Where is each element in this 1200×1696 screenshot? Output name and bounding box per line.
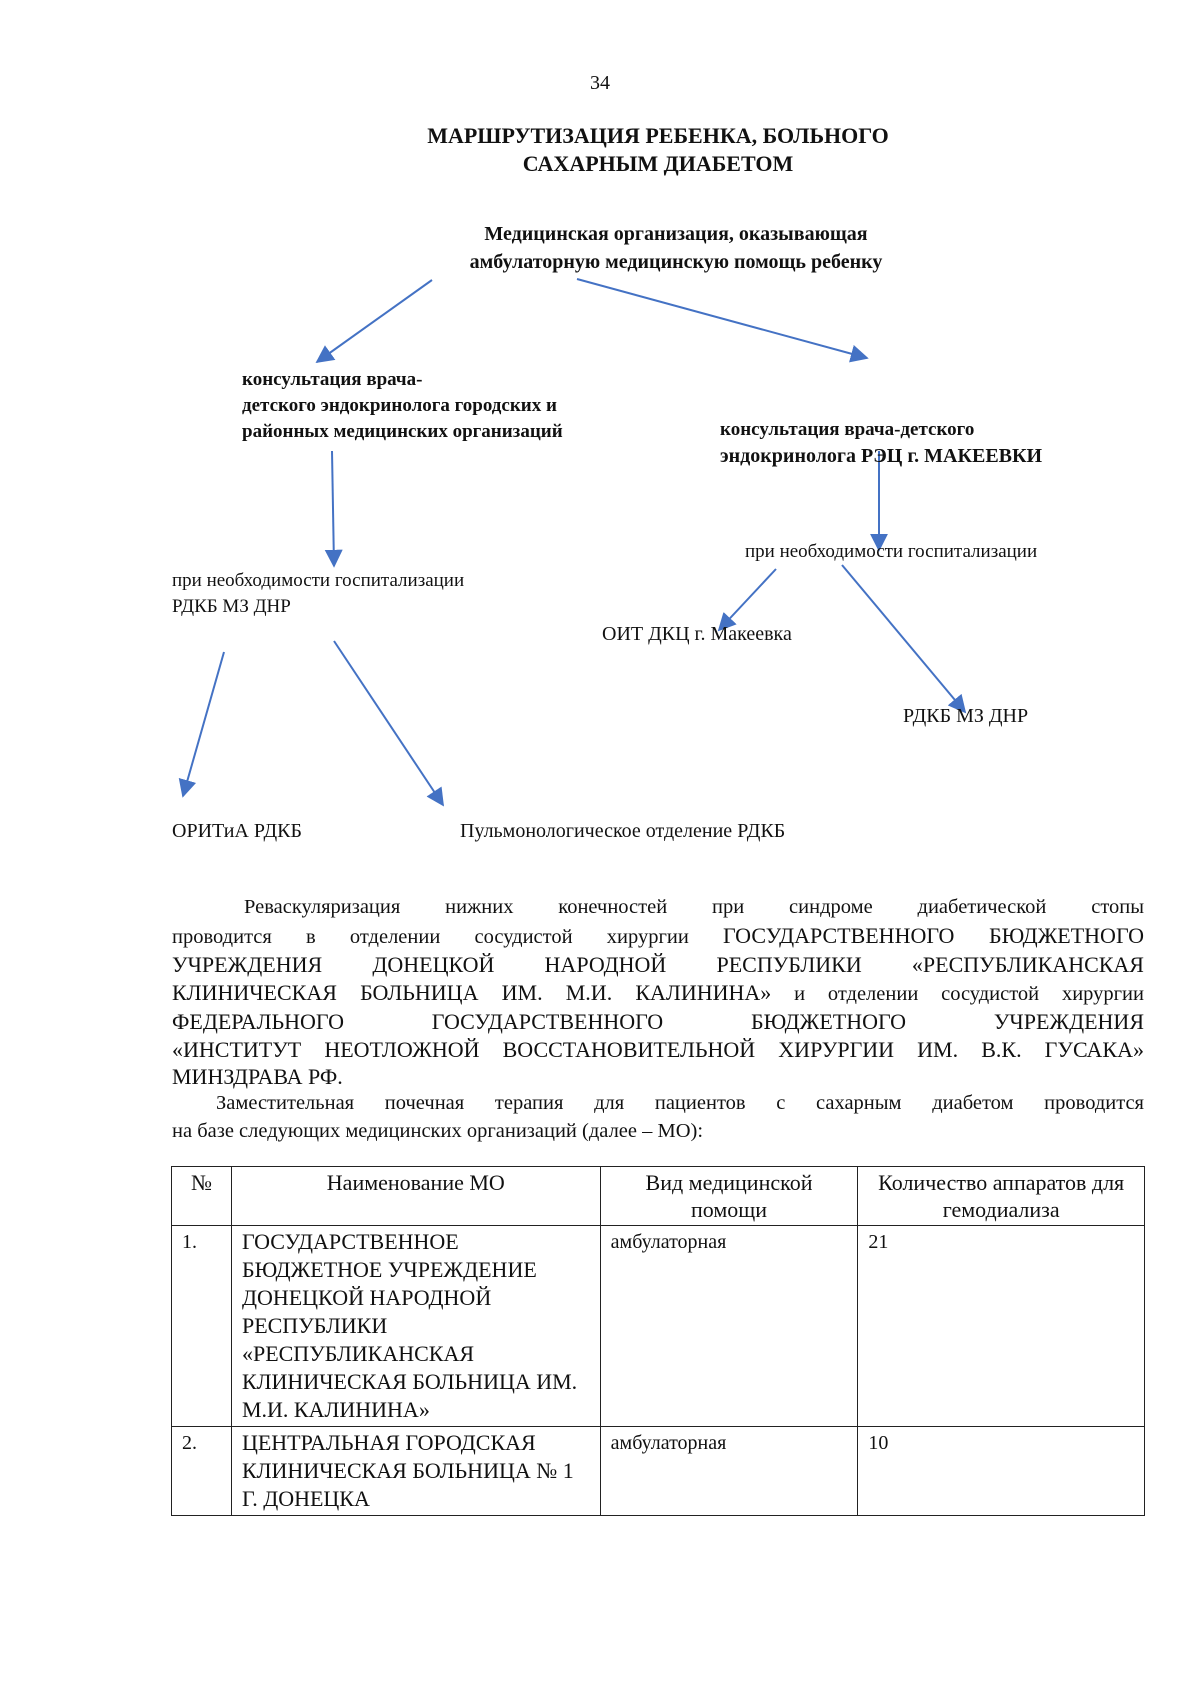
row-num: 1.	[172, 1226, 232, 1427]
arrow-root-to-right	[577, 279, 867, 358]
row-count: 10	[858, 1427, 1145, 1516]
row-name: ЦЕНТРАЛЬНАЯ ГОРОДСКАЯ КЛИНИЧЕСКАЯ БОЛЬНИЦА № 1 Г. ДОНЕЦКА	[231, 1427, 600, 1516]
para1-line3: УЧРЕЖДЕНИЯ ДОНЕЦКОЙ НАРОДНОЙ РЕСПУБЛИКИ «РЕСПУБЛИКАНСКАЯ	[172, 952, 1144, 977]
row-count: 21	[858, 1226, 1145, 1427]
para1-line1: Реваскуляризация нижних конечностей при синдроме диабетической стопы	[244, 896, 1144, 918]
para1-line4: КЛИНИЧЕСКАЯ БОЛЬНИЦА ИМ. М.И. КАЛИНИНА» и отделении сосудистой хирургии	[172, 979, 1144, 1005]
title-line-1: МАРШРУТИЗАЦИЯ РЕБЕНКА, БОЛЬНОГО	[427, 123, 889, 148]
row-type: амбулаторная	[600, 1427, 858, 1516]
mo-table	[171, 1166, 1145, 1516]
arrow-to-oritia	[183, 652, 224, 796]
right-hosp-node: при необходимости госпитализации	[745, 541, 1038, 562]
row-name: ГОСУДАРСТВЕННОЕ БЮДЖЕТНОЕ УЧРЕЖДЕНИЕ ДОНЕЦКОЙ НАРОДНОЙ РЕСПУБЛИКИ «РЕСПУБЛИКАНСКАЯ КЛИНИЧЕСКАЯ БОЛЬНИЦА ИМ. М.И. КАЛИНИНА»	[231, 1226, 600, 1427]
header-num: №	[172, 1167, 232, 1226]
para1-line7: МИНЗДРАВА РФ.	[172, 1064, 343, 1089]
header-type: Вид медицинской помощи	[600, 1167, 858, 1226]
row-type: амбулаторная	[600, 1226, 858, 1427]
para2-line2: на базе следующих медицинских организаций (далее – МО):	[172, 1119, 704, 1142]
left-hosp-node: при необходимости госпитализации РДКБ МЗ ДНР	[172, 570, 465, 617]
table-row	[172, 1226, 1145, 1427]
pulmo-node: Пульмонологическое отделение РДКБ	[460, 820, 786, 842]
title-line-2: САХАРНЫМ ДИАБЕТОМ	[522, 151, 794, 176]
arrow-to-pulmo	[334, 641, 443, 805]
para1-line2: проводится в отделении сосудистой хирургии ГОСУДАРСТВЕННОГО БЮДЖЕТНОГО	[172, 922, 1144, 948]
table-header-row	[172, 1167, 1145, 1226]
arrow-to-rdkb	[842, 565, 965, 712]
page-number: 34	[590, 72, 610, 94]
root-node: Медицинская организация, оказывающая амбулаторную медицинскую помощь ребенку	[469, 223, 883, 273]
header-count: Количество аппаратов для гемодиализа	[858, 1167, 1145, 1226]
arrow-left-consult-down	[332, 451, 334, 566]
arrow-root-to-left	[317, 280, 432, 362]
rdkb-node: РДКБ МЗ ДНР	[903, 705, 1029, 727]
paragraph-revascularization	[172, 894, 1144, 1091]
paragraph-dialysis	[172, 1090, 1144, 1145]
oit-node: ОИТ ДКЦ г. Макеевка	[602, 623, 792, 645]
table-row	[172, 1427, 1145, 1516]
right-consult-node: консультация врача-детского эндокринолога РЭЦ г. МАКЕЕВКИ	[720, 419, 1043, 467]
oritia-node: ОРИТиА РДКБ	[172, 820, 302, 842]
para1-line5: ФЕДЕРАЛЬНОГО ГОСУДАРСТВЕННОГО БЮДЖЕТНОГО УЧРЕЖДЕНИЯ	[172, 1009, 1144, 1034]
header-name: Наименование МО	[231, 1167, 600, 1226]
para1-line6: «ИНСТИТУТ НЕОТЛОЖНОЙ ВОССТАНОВИТЕЛЬНОЙ ХИРУРГИИ ИМ. В.К. ГУСАКА»	[172, 1036, 1144, 1062]
para2-line1: Заместительная почечная терапия для пациентов с сахарным диабетом проводится	[216, 1092, 1144, 1114]
left-consult-node: консультация врача- детского эндокринолога городских и районных медицинских организаций	[242, 369, 563, 442]
row-num: 2.	[172, 1427, 232, 1516]
